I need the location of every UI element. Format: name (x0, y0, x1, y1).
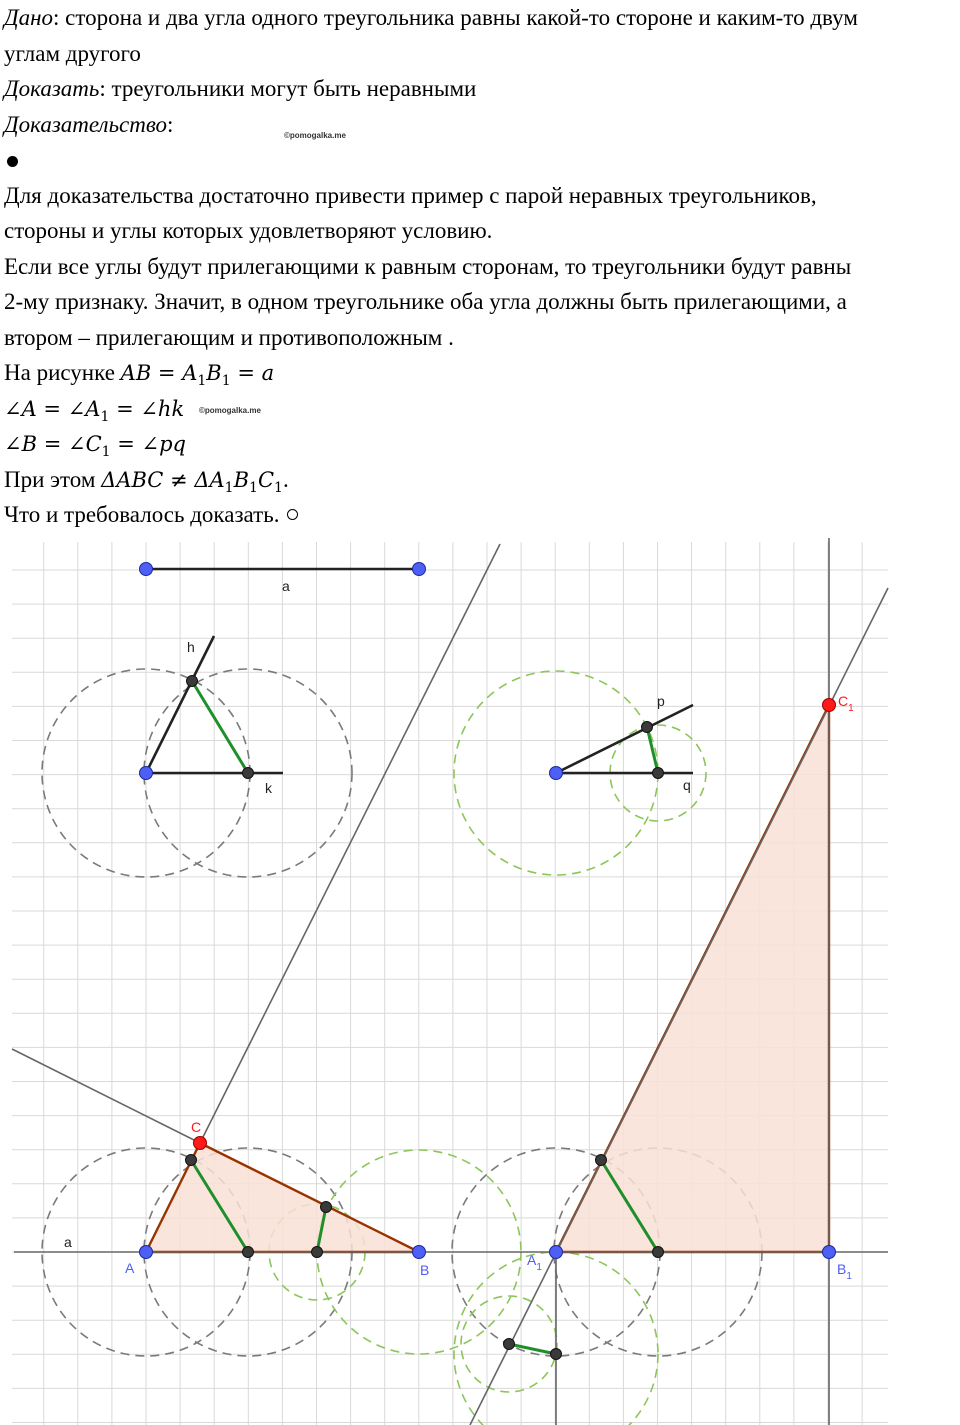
label-h: h (187, 639, 195, 655)
point-a1b1 (653, 1247, 664, 1258)
eq-ab-a1b1 (120, 361, 275, 389)
eq-angle-b (4, 432, 186, 460)
label-A1-sub: 1 (536, 1262, 542, 1273)
qed-text: Что и требовалось доказать. (4, 502, 280, 527)
point-bc (321, 1202, 332, 1213)
label-C1-sub: 1 (848, 703, 854, 714)
point-hk-vertex (140, 767, 153, 780)
bullet-icon (7, 156, 18, 167)
given-line (4, 0, 960, 36)
label-C: C (191, 1119, 202, 1135)
point-h (187, 676, 198, 687)
eq1-tail: = a (230, 361, 275, 385)
eq1-sub1: 1 (197, 373, 207, 389)
given-line-cont (4, 36, 960, 72)
point-B1 (823, 1246, 836, 1259)
p2-line1: Если все углы будут прилегающими к равным сторонам, то треугольники будут равны (4, 253, 852, 279)
neq-a: ΔABC ≠ ΔA (101, 467, 225, 492)
line-ac-extended (200, 544, 500, 1143)
p2-line3: втором – прилегающим и противоположным . (4, 324, 454, 350)
point-pq-vertex (550, 767, 563, 780)
point-b-base (312, 1247, 323, 1258)
label-line-a: a (64, 1234, 72, 1250)
ray-p (556, 705, 693, 773)
proof-text (4, 0, 960, 533)
fig-prefix: На рисунке (4, 360, 121, 385)
point-C1 (823, 699, 836, 712)
label-B1-sub: 1 (846, 1271, 852, 1282)
label-A1 (527, 1252, 542, 1273)
geometry-figure (0, 538, 960, 1425)
point-A1 (550, 1246, 563, 1259)
given-text-cont: углам другого (4, 40, 141, 66)
label-B1-main: B (837, 1261, 847, 1277)
label-A: A (125, 1260, 135, 1276)
neq-s3: 1 (274, 479, 283, 496)
green-seg-pq (647, 727, 658, 773)
angle-a-line (4, 391, 960, 427)
figure-eq-line (4, 355, 960, 391)
eq1-b: B (206, 361, 222, 385)
neq-c: C (257, 467, 275, 492)
watermark-2: ©pomogalka.me (199, 406, 261, 415)
eq1-sub2: 1 (221, 373, 231, 389)
neq-dot: . (282, 466, 289, 492)
eq2-sub: 1 (100, 408, 110, 425)
label-seg-a: a (282, 578, 290, 594)
eq3-tail: = ∠pq (110, 432, 186, 456)
label-C1-main: C (838, 693, 849, 709)
eq2-tail: = ∠hk (109, 396, 185, 421)
label-p: p (657, 693, 665, 709)
point-C (194, 1137, 207, 1150)
label-q: q (683, 777, 691, 793)
eq-neq (101, 467, 283, 496)
eq3-part: ∠B = ∠C (4, 432, 102, 456)
neq-s1: 1 (224, 479, 234, 496)
given-text: : сторона и два угла одного треугольника равны какой-то стороне и каким-то двум (53, 5, 858, 30)
point-q (653, 768, 664, 779)
point-below-2 (551, 1349, 562, 1360)
point-a-start (140, 563, 153, 576)
point-ca (186, 1155, 197, 1166)
given-label: Дано (4, 5, 54, 30)
p2-line2: 2-му признаку. Значит, в одном треугольнике оба угла должны быть прилегающими, а (4, 289, 847, 314)
point-p (642, 722, 653, 733)
point-ab (243, 1247, 254, 1258)
eq-angle-a (4, 396, 185, 425)
label-k: k (265, 780, 272, 796)
prove-label: Доказать (4, 76, 100, 101)
neq-b: B (233, 467, 250, 492)
p1-line1: Для доказательства достаточно привести пример с парой неравных треугольников, (4, 182, 817, 208)
eq2-part: ∠A = ∠A (4, 396, 101, 421)
qed-line (4, 497, 960, 533)
label-C1 (838, 693, 854, 714)
prove-text: : треугольники могут быть неравными (99, 76, 477, 101)
proof-label: Доказательство (4, 111, 168, 137)
bullet-line (4, 142, 960, 178)
point-a1c1 (596, 1155, 607, 1166)
neq-s2: 1 (249, 479, 258, 496)
neq-line (4, 462, 960, 498)
eq3-sub: 1 (101, 444, 111, 460)
note-prefix: При этом (4, 466, 102, 492)
point-a-end (413, 563, 426, 576)
point-A (140, 1246, 153, 1259)
eq1-part: AB = A (120, 361, 198, 385)
watermark-1: ©pomogalka.me (284, 131, 346, 140)
angle-b-line (4, 426, 960, 462)
point-below-1 (504, 1339, 515, 1350)
proof-line (4, 107, 960, 143)
line-bc-extended (12, 1049, 200, 1143)
proof-colon: : (167, 111, 174, 137)
p1-line2: стороны и углы которых удовлетворяют условию. (4, 218, 493, 243)
qed-circle-icon (287, 509, 298, 520)
label-B: B (420, 1262, 430, 1278)
dark-points (186, 676, 664, 1360)
label-B1 (837, 1261, 852, 1282)
point-k (243, 768, 254, 779)
label-A1-main: A (527, 1252, 537, 1268)
prove-line (4, 71, 960, 107)
point-B (413, 1246, 426, 1259)
